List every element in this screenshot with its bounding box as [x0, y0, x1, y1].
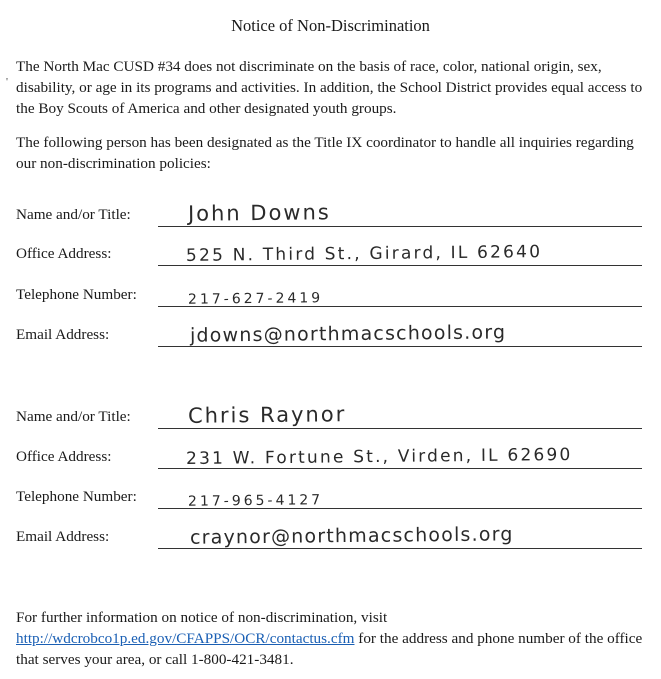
contact-1-name-row — [16, 200, 642, 230]
phone-label: Telephone Number: — [16, 488, 137, 505]
contact-1-phone: 217-627-2419 — [187, 290, 324, 308]
contact-1-email: jdowns@northmacschools.org — [189, 321, 507, 347]
contact-2-name: Chris Raynor — [187, 402, 347, 428]
contact-1-email-row — [16, 320, 642, 350]
name-label: Name and/or Title: — [16, 408, 131, 425]
office-label: Office Address: — [16, 448, 112, 465]
office-label: Office Address: — [16, 245, 112, 262]
name-label: Name and/or Title: — [16, 206, 131, 223]
phone-label: Telephone Number: — [16, 286, 137, 303]
contact-2-phone: 217-965-4127 — [187, 492, 324, 510]
contact-1-name: John Downs — [187, 200, 331, 226]
ocr-contact-link[interactable]: http://wdcrobco1p.ed.gov/CFAPPS/OCR/contactus.cfm — [16, 630, 355, 647]
contact-2-email-row — [16, 522, 642, 552]
contact-2-phone-row — [16, 482, 642, 512]
footer-paragraph — [16, 607, 644, 670]
margin-mark: ' — [6, 76, 8, 88]
field-line — [158, 226, 642, 227]
field-line — [158, 428, 642, 429]
footer-tail: for the address and phone number of the office that serves your area, or call 1-800-421-3481. — [16, 630, 643, 668]
contact-1-phone-row — [16, 280, 642, 310]
page-title: Notice of Non-Discrimination — [231, 16, 430, 35]
footer-lead: For further information on notice of non-discrimination, visit — [16, 609, 388, 626]
contact-1-office-row — [16, 239, 642, 269]
contact-2-office: 231 W. Fortune St., Virden, IL 62690 — [185, 444, 573, 470]
contact-2-name-row — [16, 402, 642, 432]
email-label: Email Address: — [16, 326, 110, 343]
contact-2-email: craynor@northmacschools.org — [189, 523, 514, 549]
contact-1-office: 525 N. Third St., Girard, IL 62640 — [185, 242, 543, 266]
contact-2-office-row — [16, 442, 642, 472]
designation-paragraph: The following person has been designated as the Title IX coordinator to handle all inquiries regarding our non-discrimination policies: — [16, 134, 634, 172]
intro-paragraph: The North Mac CUSD #34 does not discriminate on the basis of race, color, national origin, sex, disability, or age in its programs and activities. In addition, the School District provides equal access to the Boy Scouts of America and other designated youth groups. — [16, 58, 643, 117]
email-label: Email Address: — [16, 528, 110, 545]
